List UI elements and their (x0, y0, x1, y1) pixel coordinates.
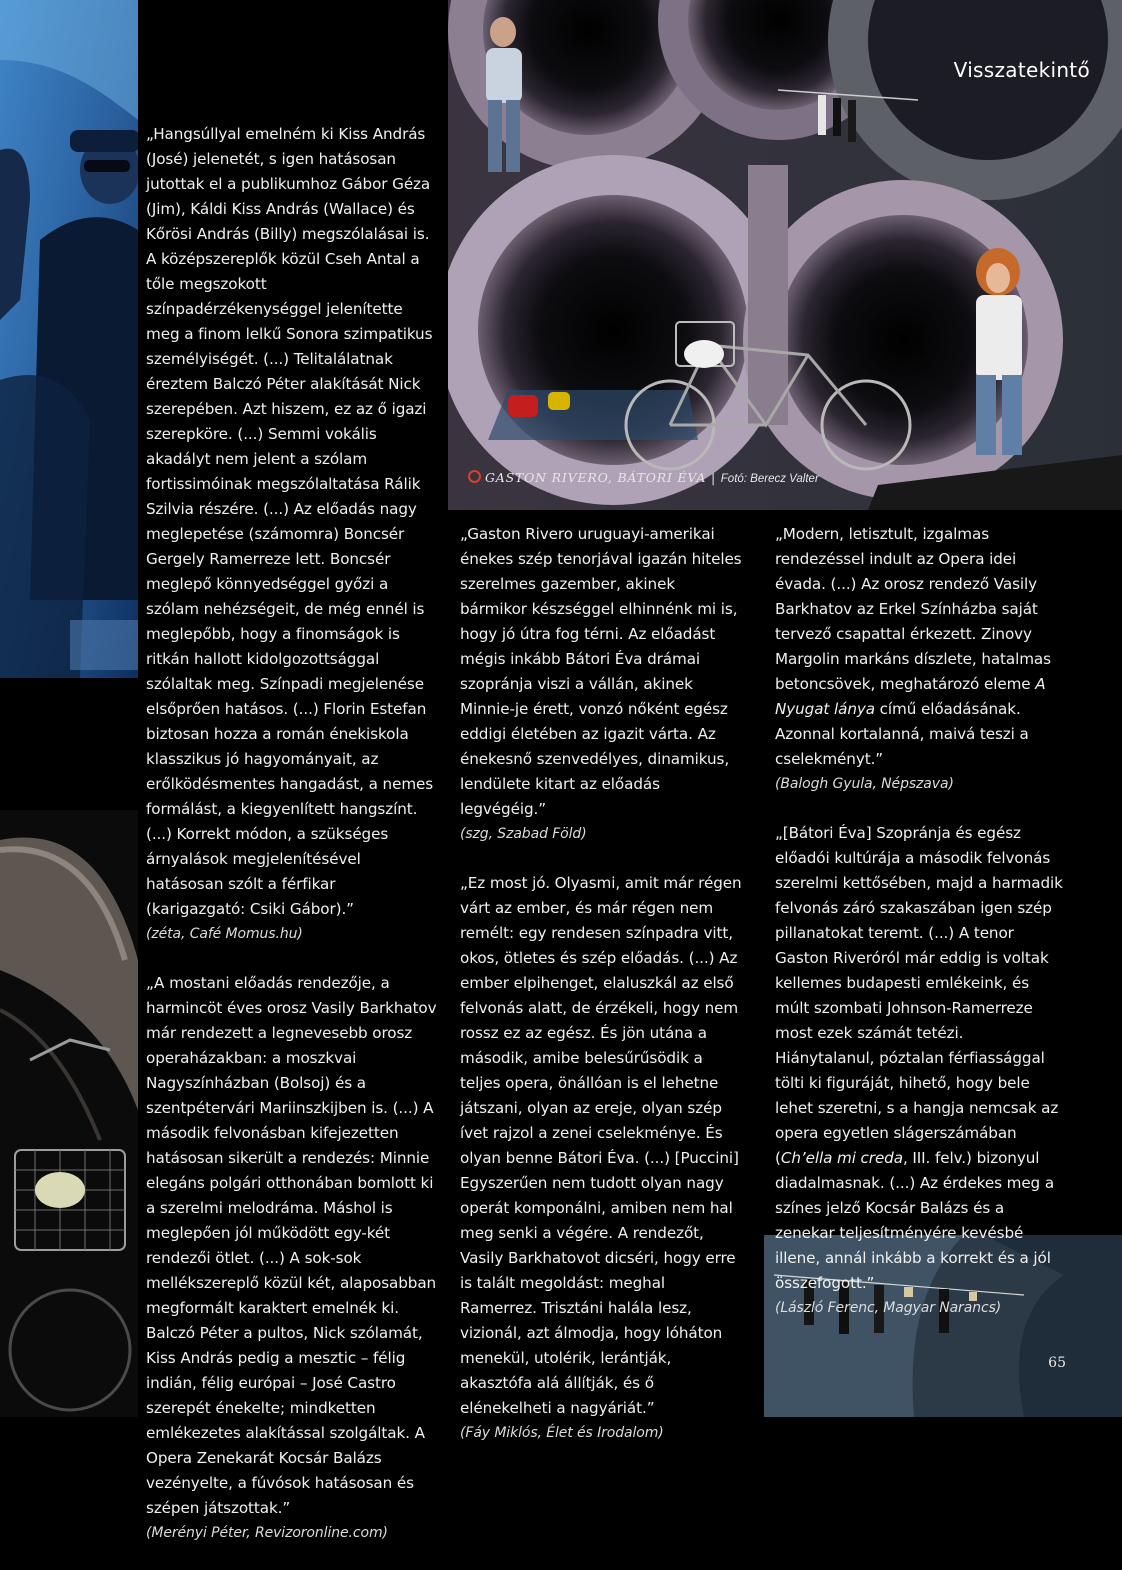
left-top-photo-art (0, 0, 138, 678)
review-attribution: (Merényi Péter, Revizoronline.com) (146, 1525, 388, 1541)
caption-separator: | (706, 470, 721, 485)
review-quote: „Hangsúllyal emelném ki Kiss András (José) jelenetét, s igen hatásosan jutottak el a publikumhoz Gábor Géza (Jim), Káldi Kiss András (Wallace) és Kőrösi András (Billy) megszólalásai is. A középszereplők közül Cseh Antal a tőle megszokott színpadérzékenységgel jelenítette meg a finom lelkű Sonora szimpatikus személyiségét. (...) Telitalálatnak éreztem Balczó Péter alakítását Nick szerepében. Azt hiszem, ez az ő igazi szerepköre. (...) Semmi vokális akadályt nem jelent a szólam fortissimóinak megszólaltatása Rálik Szilvia részére. (...) Az előadás nagy meglepetése (számomra) Boncsér Gergely Ramerreze lett. Boncsér meglepő könnyedséggel győzi a szólam nehézségeit, de még ennél is meglepőbb, hogy a finomságok is ritkán hallott kidolgozottsággal szólaltak meg. Színpadi megjelenése elsőprően hatásos. (...) Florin Estefan biztosan hozza a román énekiskola klasszikus jó hagyományait, az erőlködésmentes hangadást, a nemes formálást, a kiegyenlített hangszínt. (...) Korrekt módon, a szükséges árnyalások megjelenítésével hatásosan szólt a férfikar (karigazgató: Csiki Gábor).” (146, 125, 434, 918)
left-top-photo (0, 0, 138, 678)
left-bottom-photo-art (0, 810, 138, 1417)
column-1 (146, 122, 438, 1570)
review-attribution: (szg, Szabad Föld) (460, 826, 587, 842)
quote-text: című előadásának. Azonnal kortalanná, maivá teszi a cselekményt.” (775, 700, 1029, 768)
review-block (146, 122, 438, 947)
page-number: 65 (1048, 1355, 1066, 1371)
column-2 (460, 522, 746, 1470)
column-3 (775, 522, 1063, 1345)
review-block (146, 971, 438, 1546)
review-quote (775, 522, 1063, 772)
review-block (775, 522, 1063, 797)
review-attribution: (Fáy Miklós, Élet és Irodalom) (460, 1425, 664, 1441)
quote-text: , III. felv.) bizonyul diadalmasnak. (...) Az érdekes meg a színes jelző Kocsár Balázs és a zenekar teljesítményére kevésbé illene, annál inkább a korrekt és a jól összefogott.” (775, 1149, 1055, 1292)
aria-title: Ch’ella mi creda (780, 1149, 903, 1167)
review-attribution: (László Ferenc, Magyar Narancs) (775, 1300, 1002, 1316)
review-quote: „Gaston Rivero uruguayi-amerikai énekes szép tenorjával igazán hiteles szerelmes gazember, akinek bármikor készséggel elhinnénk mi is, hogy jó útra fog térni. Az előadást mégis inkább Bátori Éva drámai szopránja viszi a vállán, akinek Minnie-je érett, vonzó nőként egész eddigi életében az igazit várta. Az énekesnő szenvedélyes, dinamikus, lendülete kitart az előadás legvégéig.” (460, 525, 742, 818)
left-bottom-photo (0, 810, 138, 1417)
caption-ring-icon (468, 470, 481, 483)
review-block (460, 871, 746, 1446)
caption-names: GASTON RIVERO, BÁTORI ÉVA (485, 470, 707, 485)
review-attribution: (Balogh Gyula, Népszava) (775, 776, 954, 792)
review-block (460, 522, 746, 847)
section-title: Visszatekintő (953, 58, 1090, 82)
quote-text: „Modern, letisztult, izgalmas rendezéssel indult az Opera idei évada. (...) Az orosz rendező Vasily Barkhatov az Erkel Színházba saját tervező csapattal érkezett. Zinovy Margolin markáns díszlete, hatalmas betoncsövek, meghatározó eleme (775, 525, 1051, 693)
quote-text: „[Bátori Éva] Szopránja és egész előadói kultúrája a második felvonás szerelmi kettősében, majd a harmadik felvonás záró szakaszában igen szép pillanatokat teremt. (...) A tenor Gaston Riveróról már eddig is voltak kellemes budapesti emlékeink, és múlt szombati Johnson-Ramerreze most ezek számát tetézi. Hiánytalanul, póztalan férfiassággal tölti ki figuráját, hihető, hogy bele lehet szeretni, s a hangja nemcsak az opera egyetlen slágerszámában ( (775, 824, 1063, 1167)
review-block (775, 821, 1063, 1321)
work-title: A Nyugat lánya (775, 675, 1046, 718)
review-quote: „A mostani előadás rendezője, a harmincöt éves orosz Vasily Barkhatov már rendezett a legnevesebb orosz operaházakban: a moszkvai Nagyszínházban (Bolsoj) és a szentpétervári Mariinszkijben is. (...) A második felvonásban kifejezetten hatásosan sikerült a rendezés: Minnie elegáns polgári otthonában bomlott ki a szerelmi melodráma. Máshol is meglepően jól működött egy-két rendezői ötlet. (...) A sok-sok mellékszereplő közül két, alaposabban megformált karaktert emelnék ki. Balczó Péter a pultos, Nick szólamát, Kiss András pedig a mesztic – félig indián, félig európai – José Castro szerepét énekelte; mindketten emlékezetes alakítással szolgáltak. A Opera Zenekarát Kocsár Balázs vezényelte, a fúvósok hatásosan és szépen játszottak.” (146, 974, 437, 1517)
review-quote: „Ez most jó. Olyasmi, amit már régen várt az ember, és már régen nem remélt: egy rendesen színpadra vitt, okos, ötletes és szép előadás. (...) Az ember elpihenget, elaluszkál az első felvonás alatt, de érzékeli, hogy nem rossz ez az egész. És jön utána a második, amibe belesűrűsödik a teljes opera, önállóan is el lehetne játszani, olyan az ereje, olyan szép ívet rajzol a zenei cselekménye. És olyan benne Bátori Éva. (...) [Puccini] Egyszerűen nem tudott olyan nagy operát komponálni, amiben nem hal meg senki a végére. A rendezőt, Vasily Barkhatovot dicséri, hogy erre is talált megoldást: meghal Ramerrez. Trisztáni halála lesz, vizionál, azt álmodja, hogy lóháton menekül, utolérik, lerántják, akasztófa alá állítják, és ő elénekelheti a nagyáriát.” (460, 874, 742, 1417)
caption-credit: Fotó: Berecz Valter (720, 473, 819, 485)
review-quote (775, 821, 1063, 1296)
review-attribution: (zéta, Café Momus.hu) (146, 926, 303, 942)
photo-caption (468, 470, 819, 485)
